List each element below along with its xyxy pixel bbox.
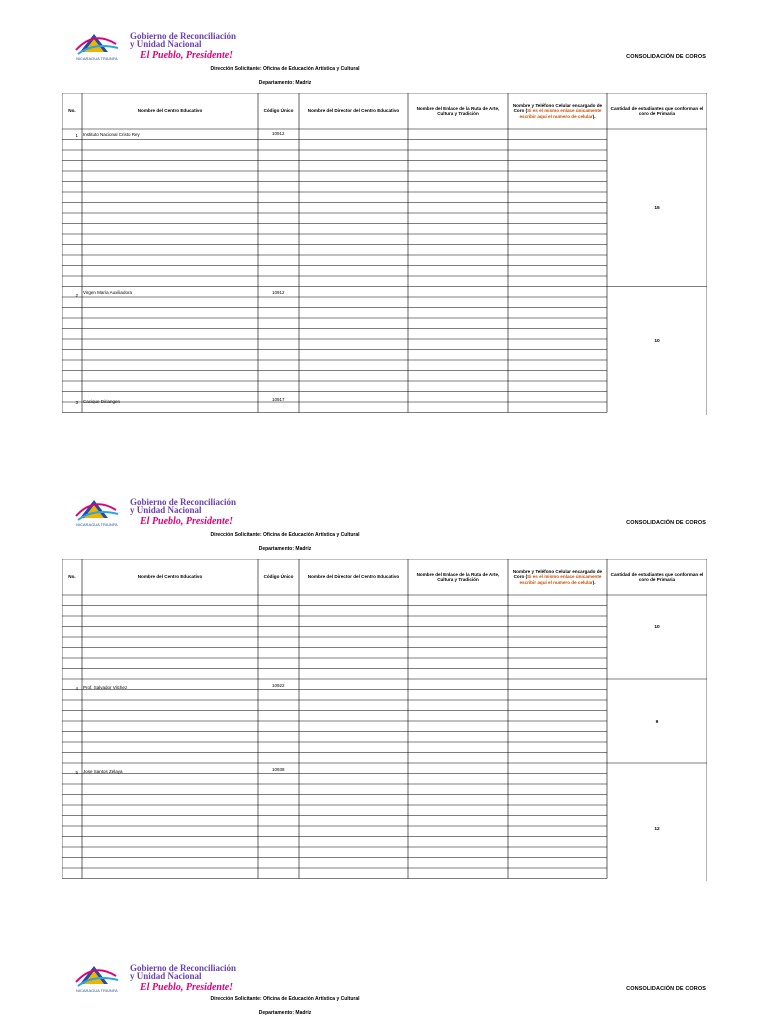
col-header-encargado	[508, 559, 607, 595]
student-count: 10	[654, 625, 660, 630]
logo-slogan: El Pueblo, Presidente!	[140, 982, 234, 993]
school-code: 10938	[272, 767, 285, 772]
government-logo	[74, 28, 294, 62]
logo-line2: y Unidad Nacional	[130, 39, 202, 49]
direccion-solicitante: Dirección Solicitante: Oficina de Educación Artística y Cultural	[210, 532, 360, 538]
student-count: 10	[654, 339, 660, 344]
col-header-centro: Nombre del Centro Educativo	[137, 574, 203, 580]
col-header-director: Nombre del Director del Centro Educativo	[307, 108, 400, 114]
student-count: 15	[654, 206, 660, 211]
col-header-centro: Nombre del Centro Educativo	[137, 108, 203, 114]
col-header-codigo: Código Único	[263, 108, 294, 114]
col-header-director: Nombre del Director del Centro Educativo	[307, 574, 400, 580]
school-no: 3	[75, 400, 78, 405]
school-name: Virgen María Auxiliadora	[83, 290, 132, 295]
sheet-page-2	[0, 466, 768, 886]
logo-slogan: El Pueblo, Presidente!	[140, 50, 234, 61]
school-name: Cacique Diriangen	[83, 399, 121, 404]
school-no: 5	[75, 770, 78, 775]
col-header-encargado	[508, 93, 607, 129]
col-header-cantidad: Cantidad de estudiantes que conforman el coro de Primaria	[610, 571, 704, 582]
school-no: 4	[75, 686, 78, 691]
school-name: Jose Santos Zelaya	[83, 769, 123, 774]
school-code: 10912	[272, 131, 285, 136]
col-header-no: No.	[68, 108, 76, 114]
logo-line1: Gobierno de Reconciliación	[130, 497, 236, 507]
col-header-enlace: Nombre del Enlace de la Ruta de Arte, Cultura y Tradición	[416, 571, 500, 582]
sheet-page-1	[0, 0, 768, 420]
school-code: 10917	[272, 397, 285, 402]
school-no: 1	[75, 133, 78, 138]
government-logo	[74, 960, 294, 994]
logo-line1: Gobierno de Reconciliación	[130, 31, 236, 41]
logo-line1: Gobierno de Reconciliación	[130, 963, 236, 973]
document-type: CONSOLIDACIÓN DE COROS	[626, 986, 706, 992]
encargado-end: ).	[592, 113, 596, 119]
government-logo	[74, 494, 294, 528]
encargado-note: Si es el mismo enlace únicamente escribir aquí el numero de celular	[519, 108, 602, 119]
sheet-page-3	[0, 932, 768, 1024]
school-code: 10912	[272, 290, 285, 295]
col-header-codigo: Código Único	[263, 574, 294, 580]
col-header-cantidad: Cantidad de estudiantes que conforman el coro de Primaria	[610, 105, 704, 116]
departamento: Departamento: Madriz	[258, 1010, 312, 1016]
svg-text:NICARAGUA TRIUNFA: NICARAGUA TRIUNFA	[76, 988, 118, 993]
student-count: 9	[655, 720, 659, 725]
coros-table	[62, 559, 707, 884]
encargado-end: ).	[592, 579, 596, 585]
student-count: 12	[654, 827, 660, 832]
departamento: Departamento: Madriz	[258, 80, 312, 86]
encargado-label: Nombre y Teléfono Celular encargado de Coro (	[512, 568, 603, 580]
school-no: 2	[75, 293, 78, 298]
document-type: CONSOLIDACIÓN DE COROS	[626, 520, 706, 526]
coros-table	[62, 93, 707, 418]
logo-line2: y Unidad Nacional	[130, 971, 202, 981]
departamento: Departamento: Madriz	[258, 546, 312, 552]
svg-text:NICARAGUA TRIUNFA: NICARAGUA TRIUNFA	[76, 56, 118, 61]
direccion-solicitante: Dirección Solicitante: Oficina de Educación Artística y Cultural	[210, 996, 360, 1002]
school-name: Instituto Nacional Cristo Rey	[83, 132, 140, 137]
encargado-note: Si es el mismo enlace únicamente escribir aquí el numero de celular	[519, 574, 602, 585]
svg-text:NICARAGUA TRIUNFA: NICARAGUA TRIUNFA	[76, 522, 118, 527]
document-type: CONSOLIDACIÓN DE COROS	[626, 54, 706, 60]
encargado-label: Nombre y Teléfono Celular encargado de Coro (	[512, 102, 603, 114]
school-code: 10922	[272, 683, 285, 688]
logo-line2: y Unidad Nacional	[130, 505, 202, 515]
direccion-solicitante: Dirección Solicitante: Oficina de Educación Artística y Cultural	[210, 66, 360, 72]
col-header-no: No.	[68, 574, 76, 580]
col-header-enlace: Nombre del Enlace de la Ruta de Arte, Cultura y Tradición	[416, 105, 500, 116]
school-name: Prof. Salvador Vilchez	[83, 685, 128, 690]
logo-slogan: El Pueblo, Presidente!	[140, 516, 234, 527]
